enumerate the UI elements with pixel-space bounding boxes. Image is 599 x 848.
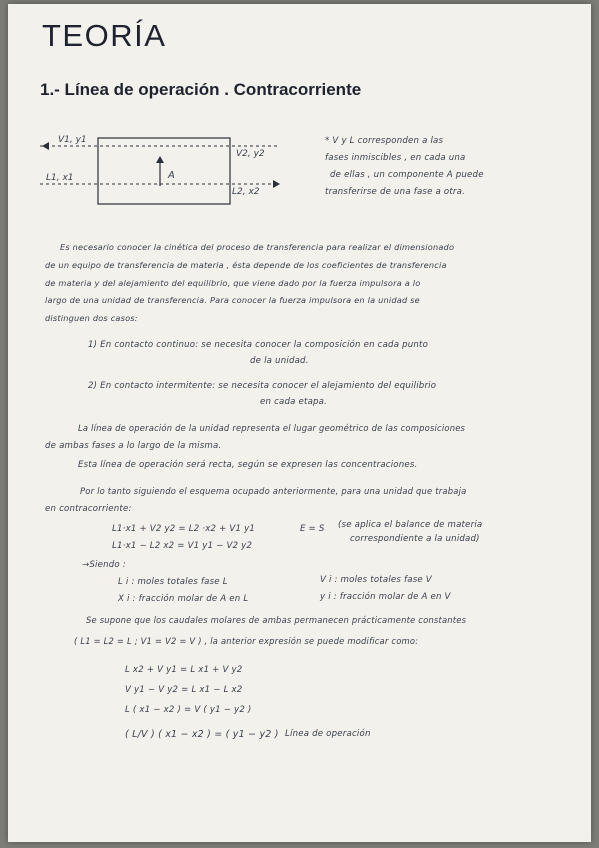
operating-line-eq-3: L ( x1 − x2 ) = V ( y1 − y2 ) bbox=[125, 705, 252, 715]
definition-v: V i : moles totales fase V bbox=[320, 575, 432, 585]
page-title: TEORÍA bbox=[42, 18, 167, 53]
side-note-line-2: fases inmiscibles , en cada una bbox=[325, 153, 466, 163]
mass-balance-eq-2: L1·x1 − L2 x2 = V1 y1 − V2 y2 bbox=[112, 541, 253, 551]
case1-line-2: de la unidad. bbox=[250, 356, 309, 366]
para4-line-1: Por lo tanto siguiendo el esquema ocupado anteriormente, para una unidad que trabaja bbox=[80, 486, 467, 496]
countercurrent-diagram bbox=[40, 130, 290, 210]
para5-line-2: ( L1 = L2 = L ; V1 = V2 = V ) , la anterior expresión se puede modificar como: bbox=[74, 636, 419, 646]
case2-line-1: 2) En contacto intermitente: se necesita conocer el alejamiento del equilibrio bbox=[88, 381, 437, 391]
para1-line-5: distinguen dos casos: bbox=[45, 313, 138, 323]
section-heading: 1.- Línea de operación . Contracorriente bbox=[40, 80, 362, 99]
label-v2-y2: V2, y2 bbox=[236, 149, 265, 159]
mass-balance-eq-1: L1·x1 + V2 y2 = L2 ·x2 + V1 y1 bbox=[112, 524, 256, 534]
l-out-arrow bbox=[273, 180, 280, 188]
para4-line-2: en contracorriente: bbox=[45, 504, 132, 514]
unit-box bbox=[98, 138, 230, 204]
transfer-arrow-head bbox=[156, 156, 164, 163]
definition-l: L i : moles totales fase L bbox=[118, 577, 228, 587]
mass-balance-label: E = S bbox=[300, 524, 325, 534]
label-l1-x1: L1, x1 bbox=[46, 173, 74, 183]
para5-line-1: Se supone que los caudales molares de ambas permanecen prácticamente constantes bbox=[86, 615, 467, 625]
label-l2-x2: L2, x2 bbox=[232, 187, 260, 197]
v-out-arrow bbox=[42, 142, 49, 150]
mass-balance-note-2: correspondiente a la unidad) bbox=[350, 534, 480, 544]
side-note-line-3: de ellas , un componente A puede bbox=[330, 170, 484, 180]
para1-line-3: de materia y del alejamiento del equilibrio, que viene dado por la fuerza impulsora a lo bbox=[45, 278, 421, 288]
para1-line-2: de un equipo de transferencia de materia , ésta depende de los coeficientes de transferencia bbox=[45, 260, 447, 270]
para3: Esta línea de operación será recta, según se expresen las concentraciones. bbox=[78, 460, 418, 470]
side-note-line-1: * V y L corresponden a las bbox=[325, 136, 444, 146]
para1-line-4: largo de una unidad de transferencia. Para conocer la fuerza impulsora en la unidad se bbox=[45, 295, 420, 305]
operating-line-label: Línea de operación bbox=[285, 729, 371, 739]
label-v1-y1: V1, y1 bbox=[58, 135, 87, 145]
para2-line-2: de ambas fases a lo largo de la misma. bbox=[45, 441, 222, 451]
label-a: A bbox=[168, 170, 175, 181]
definition-x: X i : fracción molar de A en L bbox=[118, 594, 249, 604]
definition-y: y i : fracción molar de A en V bbox=[320, 592, 451, 602]
para1-line-1: Es necesario conocer la cinética del proceso de transferencia para realizar el dimensionado bbox=[60, 242, 455, 252]
case2-line-2: en cada etapa. bbox=[260, 397, 328, 407]
operating-line-eq-1: L x2 + V y1 = L x1 + V y2 bbox=[125, 665, 243, 675]
case1-line-1: 1) En contacto continuo: se necesita conocer la composición en cada punto bbox=[88, 340, 429, 350]
siendo-label: →Siendo : bbox=[82, 560, 126, 570]
mass-balance-note-1: (se aplica el balance de materia bbox=[338, 520, 483, 530]
operating-line-eq-2: V y1 − V y2 = L x1 − L x2 bbox=[125, 685, 243, 695]
operating-line-eq-4: ( L/V ) ( x1 − x2 ) = ( y1 − y2 ) bbox=[125, 729, 279, 740]
para2-line-1: La línea de operación de la unidad representa el lugar geométrico de las composiciones bbox=[78, 423, 466, 433]
side-note-line-4: transferirse de una fase a otra. bbox=[325, 187, 466, 197]
